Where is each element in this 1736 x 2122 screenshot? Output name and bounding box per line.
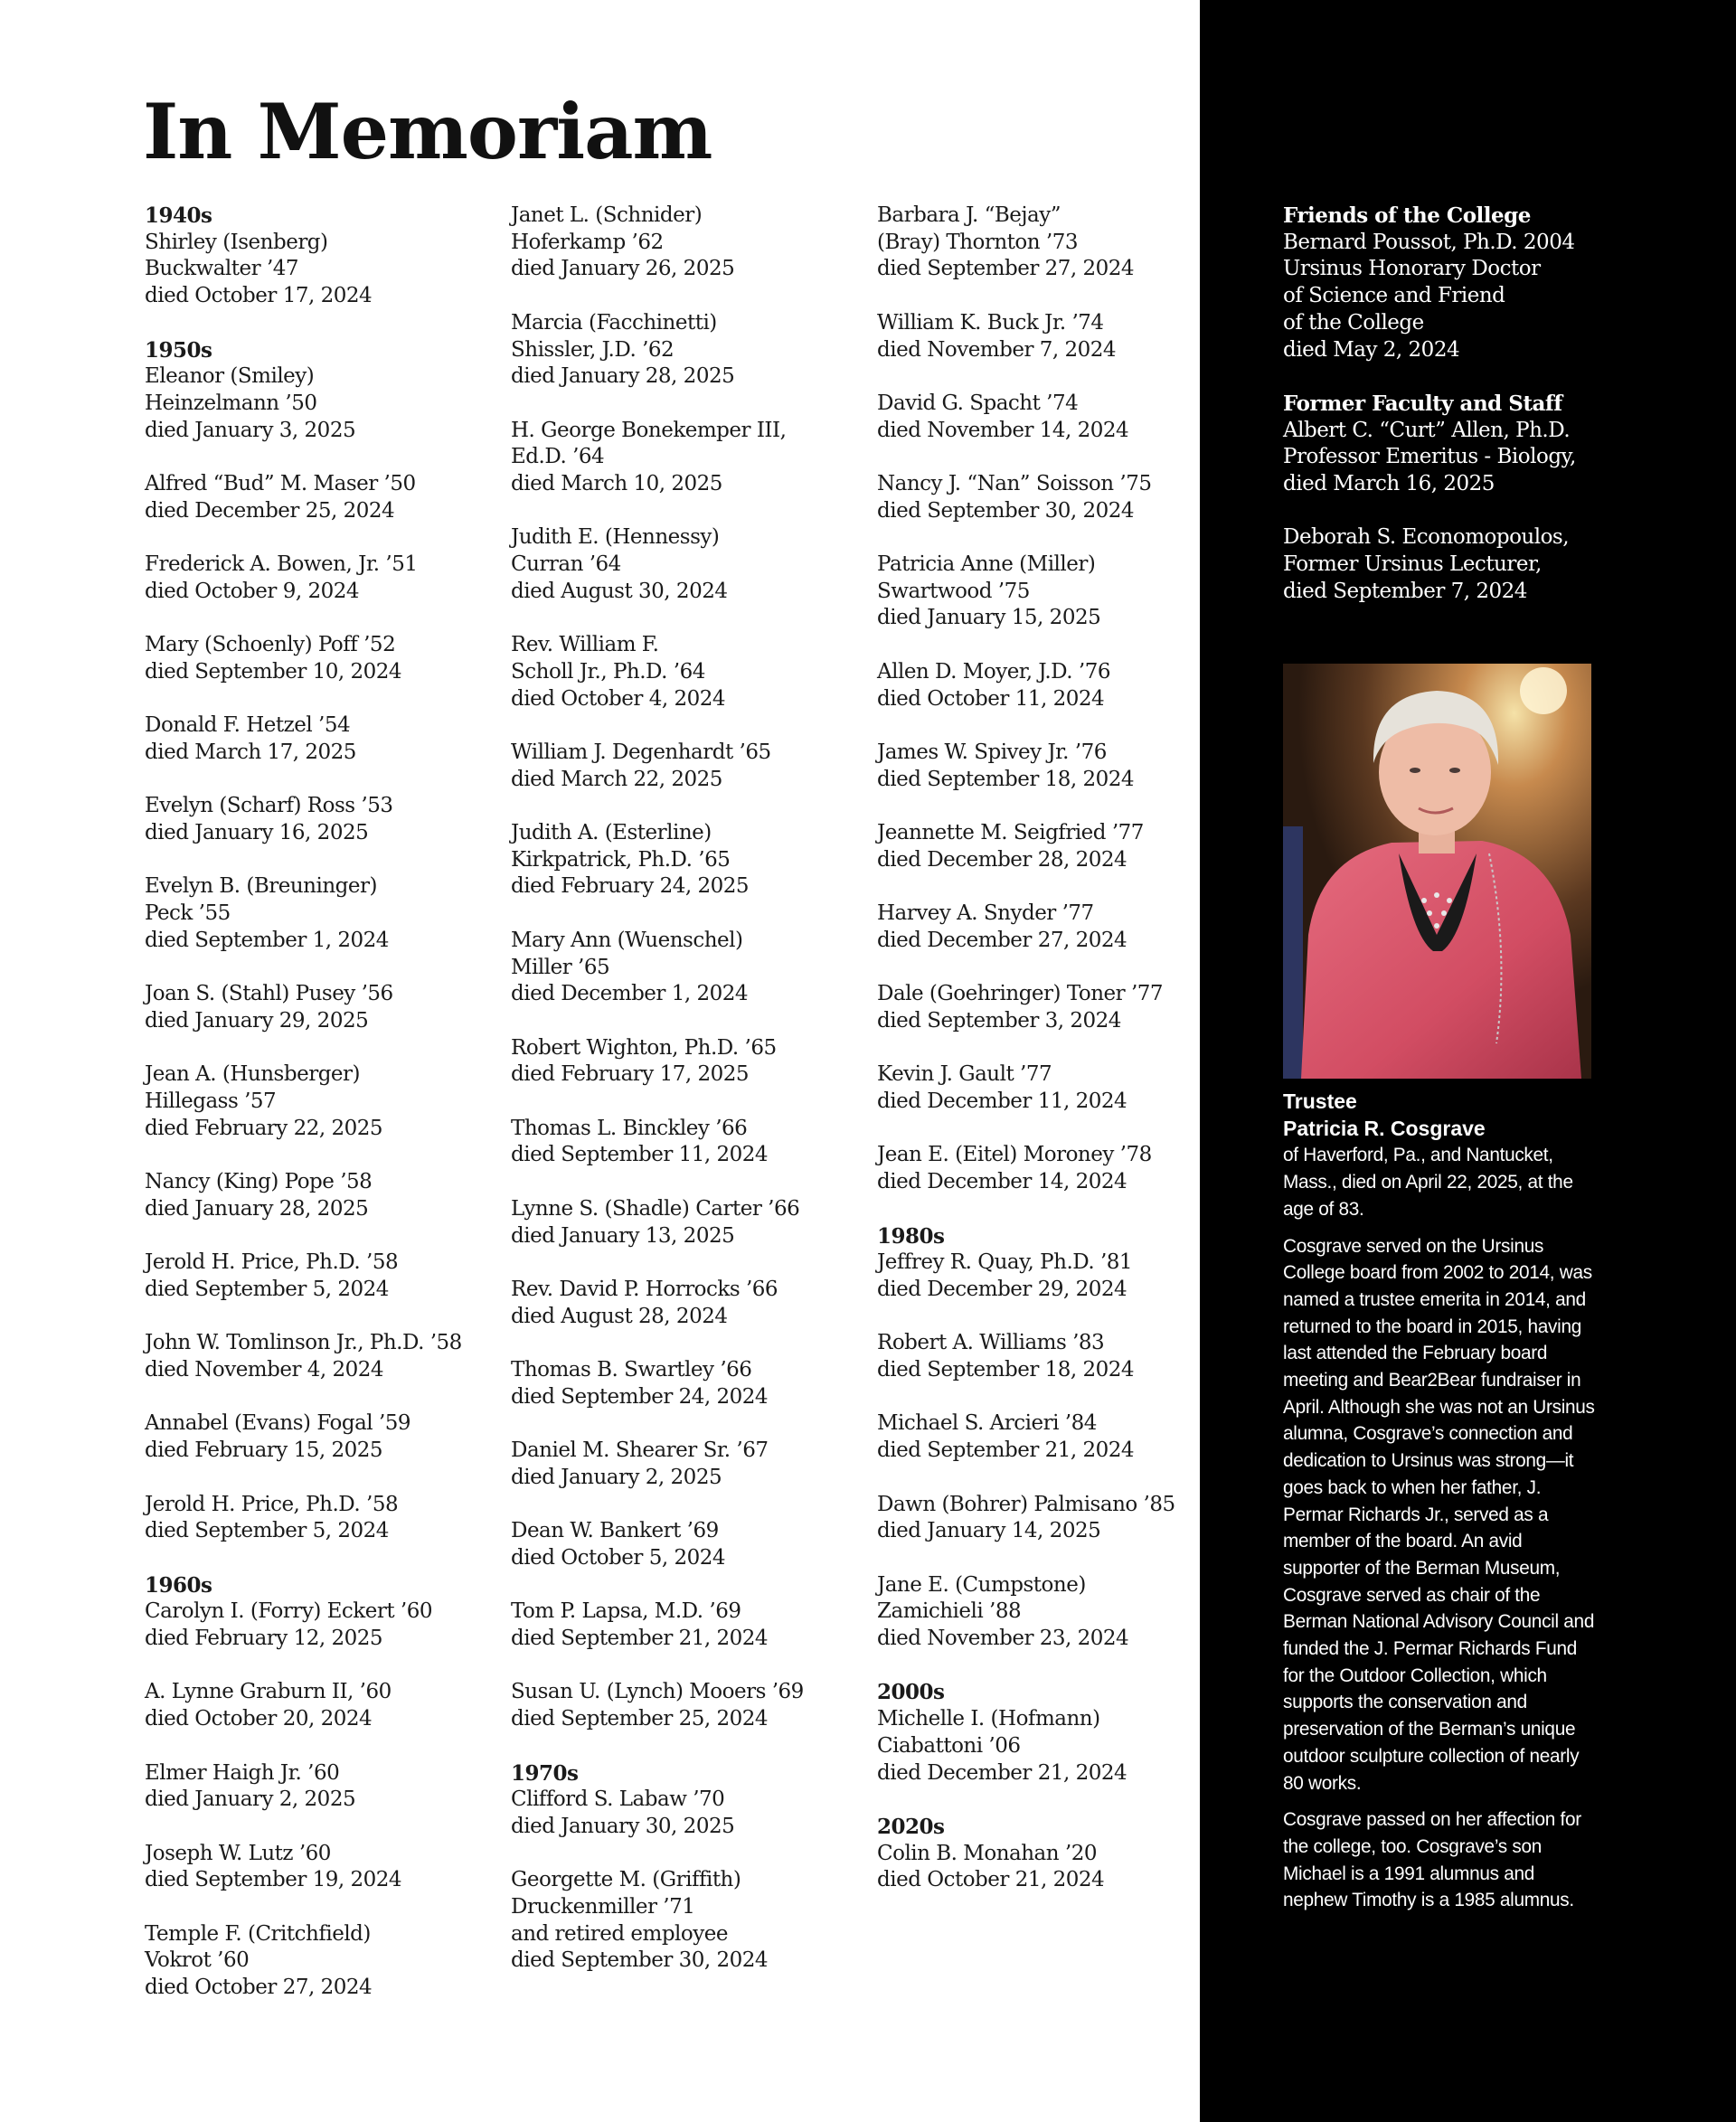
trustee-photo <box>1283 664 1591 1079</box>
entry-line: Patricia Anne (Miller) <box>877 552 1096 577</box>
entry-line: Ed.D. ’64 <box>511 445 605 469</box>
entry-line: died March 16, 2025 <box>1283 472 1495 496</box>
entry-line: Deborah S. Economopoulos, <box>1283 525 1570 550</box>
entry-line: died October 17, 2024 <box>145 284 373 308</box>
entry-line: died August 28, 2024 <box>511 1304 728 1328</box>
entry-line: Janet L. (Schnider) <box>511 203 703 227</box>
obituary-entry <box>145 1061 488 1142</box>
entry-line: James W. Spivey Jr. ’76 <box>877 740 1107 764</box>
obituary-entry <box>145 1250 488 1303</box>
entry-line: Alfred “Bud” M. Maser ’50 <box>145 472 416 495</box>
entry-line: died September 5, 2024 <box>145 1277 389 1301</box>
entry-line: Albert C. “Curt” Allen, Ph.D. <box>1283 418 1571 442</box>
obituary-entry <box>145 1679 488 1732</box>
entry-line: died November 7, 2024 <box>877 337 1117 362</box>
obituary-entry <box>511 1438 854 1491</box>
entry-line: died February 17, 2025 <box>511 1062 750 1087</box>
entry-line: died January 28, 2025 <box>145 1196 369 1221</box>
entry-line: died October 4, 2024 <box>511 686 725 711</box>
obituary-entry <box>145 1760 488 1814</box>
entry-line: H. George Bonekemper III, <box>511 418 787 442</box>
section-heading: 1980s <box>877 1223 945 1249</box>
entry-line: Evelyn B. (Breuninger) <box>145 874 377 899</box>
entry-line: Hillegass ’57 <box>145 1089 277 1114</box>
entry-line: Clifford S. Labaw ’70 <box>511 1787 725 1812</box>
portrait-illustration <box>1283 664 1591 1079</box>
trustee-paragraph: of Haverford, Pa., and Nantucket, Mass., died on April 22, 2025, at the age of 83. <box>1283 1145 1573 1220</box>
entry-line: died February 15, 2025 <box>145 1438 383 1463</box>
obituary-entry <box>145 1330 488 1383</box>
entry-line: died December 28, 2024 <box>877 847 1127 872</box>
obituary-entry <box>511 1867 854 1975</box>
entry-line: Barbara J. “Bejay” <box>877 203 1061 227</box>
entry-line: Colin B. Monahan ’20 <box>877 1841 1097 1865</box>
entry-line: died January 16, 2025 <box>145 821 369 845</box>
decade-section <box>1283 203 1609 363</box>
entry-line: Susan U. (Lynch) Mooers ’69 <box>511 1680 804 1704</box>
obituary-entry <box>511 1035 854 1089</box>
entry-line: Elmer Haigh Jr. ’60 <box>145 1760 340 1785</box>
entry-line: died December 29, 2024 <box>877 1277 1127 1301</box>
section-heading: 1960s <box>145 1572 212 1598</box>
entry-line: died February 12, 2025 <box>145 1627 383 1651</box>
entry-line: Annabel (Evans) Fogal ’59 <box>145 1411 411 1436</box>
obituary-column-2 <box>511 203 854 2002</box>
obituary-entry <box>145 471 488 524</box>
sidebar-listings <box>1283 203 1609 632</box>
obituary-entry <box>877 1572 1221 1653</box>
entry-line: Dawn (Bohrer) Palmisano ’85 <box>877 1492 1175 1516</box>
entry-line: died January 2, 2025 <box>511 1465 722 1489</box>
obituary-entry <box>877 901 1221 954</box>
entry-line: Miller ’65 <box>511 955 610 979</box>
obituary-entry <box>511 418 854 498</box>
obituary-entry <box>877 552 1221 632</box>
entry-line: Shirley (Isenberg) <box>145 230 328 254</box>
obituary-entry <box>511 1116 854 1169</box>
entry-line: died January 3, 2025 <box>145 418 356 442</box>
entry-line: died September 27, 2024 <box>877 257 1135 281</box>
entry-line: died September 5, 2024 <box>145 1519 389 1543</box>
obituary-entry <box>877 820 1221 873</box>
obituary-entry <box>877 1492 1221 1545</box>
entry-line: Bernard Poussot, Ph.D. 2004 <box>1283 230 1575 254</box>
entry-line: of Science and Friend <box>1283 284 1505 308</box>
decade-section <box>145 203 488 310</box>
entry-line: died October 5, 2024 <box>511 1545 725 1570</box>
entry-line: died December 11, 2024 <box>877 1089 1127 1114</box>
entry-line: died November 4, 2024 <box>145 1358 384 1382</box>
obituary-entry <box>877 471 1221 524</box>
obituary-entry <box>877 391 1221 444</box>
sidebar <box>1200 0 1736 2122</box>
section-heading: 2020s <box>877 1814 945 1839</box>
entry-line: (Bray) Thornton ’73 <box>877 230 1078 254</box>
entry-line: died February 24, 2025 <box>511 874 750 899</box>
obituary-entry <box>145 793 488 846</box>
entry-line: Robert A. Williams ’83 <box>877 1331 1105 1355</box>
entry-line: Mary (Schoenly) Poff ’52 <box>145 633 396 657</box>
decade-section <box>877 1814 1221 1894</box>
entry-line: and retired employee <box>511 1921 728 1946</box>
entry-line: died September 10, 2024 <box>145 659 402 684</box>
entry-line: David G. Spacht ’74 <box>877 391 1079 415</box>
entry-line: died September 18, 2024 <box>877 767 1135 791</box>
entry-line: died January 28, 2025 <box>511 364 735 389</box>
entry-line: Thomas L. Binckley ’66 <box>511 1116 748 1140</box>
entry-line: died January 26, 2025 <box>511 257 735 281</box>
entry-line: Druckenmiller ’71 <box>511 1895 695 1919</box>
entry-line: Nancy J. “Nan” Soisson ’75 <box>877 471 1152 495</box>
entry-line: died September 18, 2024 <box>877 1358 1135 1382</box>
entry-line: Peck ’55 <box>145 901 231 926</box>
obituary-column-1 <box>145 203 488 2029</box>
entry-line: died March 10, 2025 <box>511 472 722 495</box>
obituary-entry <box>145 981 488 1034</box>
entry-line: died October 11, 2024 <box>877 686 1105 711</box>
entry-line: Thomas B. Swartley ’66 <box>511 1358 752 1382</box>
obituary-entry <box>877 203 1221 283</box>
section-heading: 1970s <box>511 1760 579 1786</box>
obituary-entry <box>877 1142 1221 1195</box>
obituary-entry <box>511 632 854 712</box>
entry-line: John W. Tomlinson Jr., Ph.D. ’58 <box>145 1331 462 1355</box>
entry-line: Ciabattoni ’06 <box>877 1733 1021 1758</box>
entry-line: Kevin J. Gault ’77 <box>877 1062 1052 1087</box>
entry-line: died January 13, 2025 <box>511 1223 735 1248</box>
obituary-entry <box>511 1679 854 1732</box>
obituary-entry <box>511 820 854 901</box>
entry-line: died October 20, 2024 <box>145 1707 373 1731</box>
entry-line: Harvey A. Snyder ’77 <box>877 901 1094 926</box>
entry-line: Nancy (King) Pope ’58 <box>145 1170 373 1194</box>
entry-line: died September 11, 2024 <box>511 1143 769 1167</box>
entry-line: Heinzelmann ’50 <box>145 391 317 415</box>
entry-line: Mary Ann (Wuenschel) <box>511 928 743 952</box>
entry-line: died January 2, 2025 <box>145 1787 356 1812</box>
entry-line: Michael S. Arcieri ’84 <box>877 1411 1097 1436</box>
entry-line: died May 2, 2024 <box>1283 337 1460 362</box>
entry-line: Scholl Jr., Ph.D. ’64 <box>511 659 705 684</box>
obituary-entry <box>877 310 1221 363</box>
entry-line: died September 30, 2024 <box>877 498 1135 523</box>
entry-line: died January 15, 2025 <box>877 606 1101 630</box>
entry-line: died September 19, 2024 <box>145 1868 402 1892</box>
decade-section <box>877 1223 1221 1304</box>
entry-line: Eleanor (Smiley) <box>145 364 315 389</box>
obituary-entry <box>877 1410 1221 1464</box>
entry-line: Jerold H. Price, Ph.D. ’58 <box>145 1492 399 1516</box>
entry-line: Buckwalter ’47 <box>145 257 299 281</box>
obituary-entry <box>511 1599 854 1652</box>
obituary-entry <box>145 1169 488 1222</box>
section-heading: 1950s <box>145 337 212 363</box>
trustee-name: Patricia R. Cosgrave <box>1283 1116 1486 1140</box>
entry-line: Michelle I. (Hofmann) <box>877 1707 1100 1731</box>
entry-line: Ursinus Honorary Doctor <box>1283 257 1541 281</box>
entry-line: Marcia (Facchinetti) <box>511 310 717 335</box>
section-heading: Former Faculty and Staff <box>1283 391 1562 416</box>
entry-line: William J. Degenhardt ’65 <box>511 740 771 764</box>
entry-line: Rev. David P. Horrocks ’66 <box>511 1277 778 1301</box>
entry-line: died September 25, 2024 <box>511 1707 769 1731</box>
entry-line: died February 22, 2025 <box>145 1116 383 1140</box>
entry-line: Carolyn I. (Forry) Eckert ’60 <box>145 1599 432 1624</box>
entry-line: Daniel M. Shearer Sr. ’67 <box>511 1438 769 1463</box>
obituary-entry <box>511 1277 854 1330</box>
obituary-entry <box>877 1061 1221 1115</box>
obituary-entry <box>511 928 854 1008</box>
section-heading: 1940s <box>145 203 212 228</box>
entry-line: Dale (Goehringer) Toner ’77 <box>877 982 1164 1006</box>
entry-line: died October 21, 2024 <box>877 1868 1105 1892</box>
entry-line: Vokrot ’60 <box>145 1948 250 1973</box>
obituary-entry <box>145 632 488 685</box>
entry-line: Jean E. (Eitel) Moroney ’78 <box>877 1143 1152 1167</box>
entry-line: Robert Wighton, Ph.D. ’65 <box>511 1035 777 1060</box>
entry-line: Evelyn (Scharf) Ross ’53 <box>145 794 393 818</box>
entry-line: died September 30, 2024 <box>511 1948 769 1973</box>
entry-line: Judith A. (Esterline) <box>511 821 712 845</box>
entry-line: Kirkpatrick, Ph.D. ’65 <box>511 847 731 872</box>
obituary-entry <box>145 552 488 605</box>
entry-line: Jane E. (Cumpstone) <box>877 1572 1086 1597</box>
entry-line: Dean W. Bankert ’69 <box>511 1519 719 1543</box>
entry-line: Jeannette M. Seigfried ’77 <box>877 821 1144 845</box>
entry-line: Donald F. Hetzel ’54 <box>145 713 351 738</box>
obituary-entry <box>145 712 488 766</box>
obituary-entry <box>511 203 854 283</box>
section-heading: Friends of the College <box>1283 203 1531 228</box>
page-title: In Memoriam <box>143 87 712 176</box>
obituary-entry <box>511 524 854 605</box>
entry-line: Zamichieli ’88 <box>877 1599 1022 1624</box>
entry-line: Rev. William F. <box>511 633 659 657</box>
entry-line: Shissler, J.D. ’62 <box>511 337 675 362</box>
obituary-entry <box>1283 524 1609 605</box>
trustee-label: Trustee <box>1283 1089 1357 1113</box>
obituary-entry <box>511 1196 854 1250</box>
decade-section <box>511 1760 854 1841</box>
entry-line: Jean A. (Hunsberger) <box>145 1062 360 1087</box>
trustee-paragraph: Cosgrave passed on her affection for the college, too. Cosgrave’s son Michael is a 1991 alumnus and nephew Timothy is a 1985 alumnus. <box>1283 1809 1581 1911</box>
obituary-entry <box>511 310 854 391</box>
entry-line: died March 17, 2025 <box>145 740 356 764</box>
entry-line: A. Lynne Graburn II, ’60 <box>145 1680 392 1704</box>
entry-line: Joan S. (Stahl) Pusey ’56 <box>145 982 393 1006</box>
entry-line: died November 14, 2024 <box>877 418 1129 442</box>
obituary-entry <box>877 659 1221 712</box>
entry-line: died September 7, 2024 <box>1283 579 1527 603</box>
entry-line: died August 30, 2024 <box>511 579 728 603</box>
entry-line: Allen D. Moyer, J.D. ’76 <box>877 659 1110 684</box>
entry-line: Frederick A. Bowen, Jr. ’51 <box>145 552 418 577</box>
entry-line: died December 25, 2024 <box>145 498 395 523</box>
decade-section <box>145 337 488 445</box>
entry-line: died January 29, 2025 <box>145 1008 369 1033</box>
entry-line: Georgette M. (Griffith) <box>511 1868 741 1892</box>
entry-line: died December 27, 2024 <box>877 928 1127 952</box>
entry-line: Curran ’64 <box>511 552 621 577</box>
trustee-paragraph: Cosgrave served on the Ursinus College board from 2002 to 2014, was named a trustee emerita in 2014, and returned to the board in 2015, having last attended the February board meeting and Bear2Bear fundraiser in April. Although she was not an Ursinus alumna, Cosgrave’s connection and dedication to Ursinus was strong—it goes back to when her father, J. Permar Richards Jr., served as a member of the board. An avid supporter of the Berman Museum, Cosgrave served as chair of the Berman National Advisory Council and funded the J. Permar Richards Fund for the Outdoor Collection, which supports the conservation and preservation of the Berman’s unique outdoor sculpture collection of nearly 80 works. <box>1283 1235 1595 1794</box>
obituary-entry <box>511 1357 854 1410</box>
entry-line: died September 21, 2024 <box>511 1627 769 1651</box>
entry-line: Jeffrey R. Quay, Ph.D. ’81 <box>877 1250 1133 1275</box>
entry-line: died March 22, 2025 <box>511 767 722 791</box>
decade-section <box>145 1572 488 1653</box>
entry-line: died September 3, 2024 <box>877 1008 1121 1033</box>
entry-line: died November 23, 2024 <box>877 1627 1129 1651</box>
entry-line: Former Ursinus Lecturer, <box>1283 552 1542 577</box>
entry-line: died December 1, 2024 <box>511 982 749 1006</box>
obituary-column-3 <box>877 203 1221 1921</box>
entry-line: died October 27, 2024 <box>145 1976 373 2000</box>
entry-line: of the College <box>1283 310 1424 335</box>
obituary-entry <box>145 1410 488 1464</box>
entry-line: died October 9, 2024 <box>145 579 359 603</box>
trustee-feature <box>1283 1089 1599 1924</box>
entry-line: died January 30, 2025 <box>511 1814 735 1838</box>
entry-line: died January 14, 2025 <box>877 1519 1101 1543</box>
obituary-entry <box>511 1518 854 1571</box>
obituary-entry <box>877 981 1221 1034</box>
entry-line: died September 1, 2024 <box>145 928 389 952</box>
entry-line: Judith E. (Hennessy) <box>511 525 720 550</box>
entry-line: Tom P. Lapsa, M.D. ’69 <box>511 1599 741 1624</box>
decade-section <box>877 1679 1221 1787</box>
section-heading: 2000s <box>877 1680 945 1705</box>
entry-line: died September 21, 2024 <box>877 1438 1135 1463</box>
entry-line: died December 21, 2024 <box>877 1760 1127 1785</box>
entry-line: died December 14, 2024 <box>877 1170 1127 1194</box>
entry-line: Professor Emeritus - Biology, <box>1283 445 1576 469</box>
obituary-entry <box>145 1841 488 1894</box>
entry-line: Swartwood ’75 <box>877 579 1030 603</box>
entry-line: Joseph W. Lutz ’60 <box>145 1841 331 1865</box>
entry-line: Temple F. (Critchfield) <box>145 1921 371 1946</box>
entry-line: Lynne S. (Shadle) Carter ’66 <box>511 1196 800 1221</box>
entry-line: William K. Buck Jr. ’74 <box>877 310 1104 335</box>
obituary-entry <box>877 740 1221 793</box>
obituary-entry <box>145 1921 488 2002</box>
obituary-entry <box>511 740 854 793</box>
entry-line: died September 24, 2024 <box>511 1384 769 1409</box>
obituary-entry <box>877 1330 1221 1383</box>
entry-line: Hoferkamp ’62 <box>511 230 664 254</box>
entry-line: Jerold H. Price, Ph.D. ’58 <box>145 1250 399 1275</box>
obituary-entry <box>145 1492 488 1545</box>
decade-section <box>1283 391 1609 498</box>
obituary-entry <box>145 873 488 954</box>
